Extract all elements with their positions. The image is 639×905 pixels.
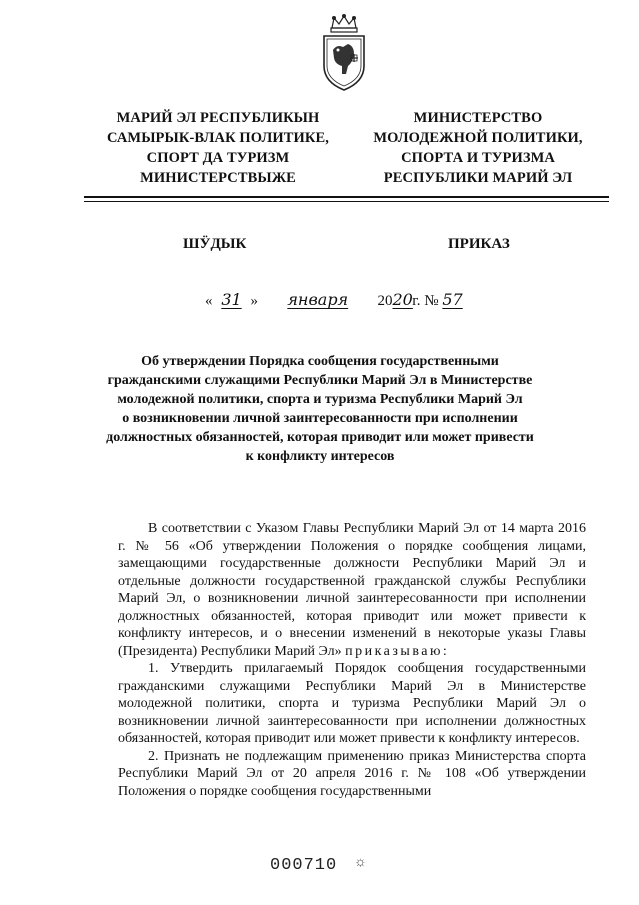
header-right-line: МИНИСТЕРСТВО [413,110,543,126]
body-item-1: 1. Утвердить прилагаемый Порядок сообщения государственными гражданскими служащими Республики Марий Эл в Министерстве молодежной политики, спорта и туризма Республики Марий Эл о возникновении личной заинтересованности при исполнении должностных обязанностей, которая приводит или может привести к конфликту интересов. [118,661,586,746]
doc-type-mari: ШӰДЫК [183,236,247,252]
sun-mark-icon: ☼ [354,855,367,870]
doc-type-russian: ПРИКАЗ [448,236,510,252]
header-left-block [93,108,343,188]
date-day: 31 [221,290,242,309]
body-intro-paragraph [118,520,586,660]
date-year-prefix: 20 [377,293,393,309]
header-right-line: МОЛОДЕЖНОЙ ПОЛИТИКИ, [373,130,583,146]
subject-line: к конфликту интересов [245,449,395,464]
subject-line: молодежной политики, спорта и туризма Республики Марий Эл [117,392,523,407]
subject-line: должностных обязанностей, которая приводит или может привести [106,430,534,445]
header-divider-thick [84,196,609,198]
header-divider-thin [84,201,609,202]
coat-of-arms-icon [318,14,370,92]
subject-line: гражданскими служащими Республики Марий Эл в Министерстве [107,373,533,388]
order-body [118,520,586,800]
date-close-quote: » [250,293,258,309]
subject-line: Об утверждении Порядка сообщения государственными [141,354,499,369]
order-subject [100,352,540,466]
subject-line: о возникновении личной заинтересованности при исполнении [122,411,518,426]
body-intro-text: В соответствии с Указом Главы Республики Марий Эл от 14 марта 2016 г. № 56 «Об утверждении Положения о порядке сообщения лицами, замещающими государственные должности Республики Марий Эл и отдельные должности государственной гражданской службы Республики Марий Эл, о возникновении личной заинтересованности при исполнении должностных обязанностей, которая приводит или может привести к конфликту интересов, и о внесении изменений в некоторые указы Главы (Президента) Республики Марий Эл» [118,521,586,659]
header-left-line: САМЫРЫК-ВЛАК ПОЛИТИКЕ, [107,130,329,146]
date-number: 57 [442,290,463,309]
header-right-line: СПОРТА И ТУРИЗМА [401,150,555,166]
order-word: приказываю: [345,643,450,659]
date-month: января [287,290,349,309]
date-line [205,290,467,310]
header-right-block [353,108,603,188]
header-left-line: МИНИСТЕРСТВЫЖЕ [140,170,296,186]
date-year-suffix: 20 [392,290,413,309]
date-year-word: г. [412,293,421,309]
body-item-2: 2. Признать не подлежащим применению приказ Министерства спорта Республики Марий Эл от 20 апреля 2016 г. № 108 «Об утверждении Положения о порядке сообщения государственными [118,748,586,799]
form-serial-number: 000710 [270,856,338,875]
header-left-line: СПОРТ ДА ТУРИЗМ [146,150,290,166]
header-right-line: РЕСПУБЛИКИ МАРИЙ ЭЛ [383,170,573,186]
date-number-label: № [424,293,439,309]
header-left-line: МАРИЙ ЭЛ РЕСПУБЛИКЫН [116,110,320,126]
date-open-quote: « [205,293,213,309]
